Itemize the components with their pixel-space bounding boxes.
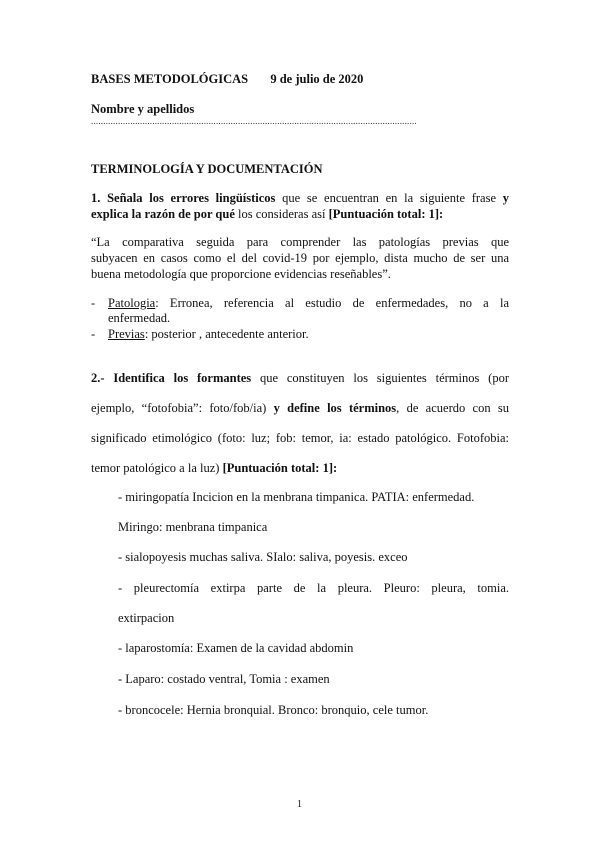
name-label: Nombre y apellidos <box>91 102 195 116</box>
q1-line-2 <box>91 207 443 222</box>
list-item: - pleurectomía extirpa parte de la pleura. Pleuro: pleura, tomia. <box>118 581 509 595</box>
answer-1-term: Patologia <box>108 296 156 310</box>
q1-text-2: los consideras así <box>234 207 329 221</box>
page-number: 1 <box>297 799 302 810</box>
answer-1 <box>108 296 509 311</box>
q2-line-1 <box>91 371 509 386</box>
list-item: - Laparo: costado ventral, Tomia : examen <box>118 672 330 686</box>
q2-bold: 2.- Identifica los formantes <box>91 371 252 385</box>
answer-1-text: : Erronea, referencia al estudio de enfermedades, no a la <box>155 296 509 310</box>
quote-line-1: “La comparativa seguida para comprender las patologías previas que <box>91 235 509 249</box>
list-item: Miringo: menbrana timpanica <box>118 520 268 534</box>
answer-2-term: Previas <box>108 327 145 341</box>
q1-bold: 1. Señala los errores lingüísticos <box>91 191 276 205</box>
quote-line-3: buena metodología que proporcione evidencias reseñables”. <box>91 267 391 281</box>
q2-line-3: significado etimológico (foto: luz; fob: temor, ia: estado patológico. Fotofobia: <box>91 431 509 445</box>
q1-line-1 <box>91 191 509 206</box>
quote-line-2: subyacen en casos como el del covid-19 por ejemplo, dista mucho de ser una <box>91 251 509 265</box>
list-item: - broncocele: Hernia bronquial. Bronco: bronquio, cele tumor. <box>118 703 429 717</box>
list-bullet: - <box>91 296 96 310</box>
q1-text: que se encuentran en la siguiente frase <box>275 191 503 205</box>
section-title: TERMINOLOGÍA Y DOCUMENTACIÓN <box>91 162 323 176</box>
document-title: BASES METODOLÓGICAS <box>91 72 249 86</box>
list-item: extirpacion <box>118 611 175 625</box>
answer-2-text: : posterior , antecedente anterior. <box>144 327 309 341</box>
list-item: - miringopatía Incicion en la menbrana timpanica. PATIA: enfermedad. <box>118 490 475 504</box>
q1-bold-2: explica la razón de por qué <box>91 207 235 221</box>
q2-line-2 <box>91 401 509 416</box>
q2-points: [Puntuación total: 1]: <box>222 461 338 475</box>
q2-bold-2: y define los términos <box>273 401 397 415</box>
list-bullet: - <box>91 327 96 341</box>
q2-text-4: temor patológico a la luz) <box>91 461 223 475</box>
q2-line-4 <box>91 461 337 476</box>
document-date: 9 de julio de 2020 <box>270 72 364 86</box>
name-dotted-line: ..................................................................................................................................... <box>91 116 417 126</box>
list-item: - laparostomía: Examen de la cavidad abdomin <box>118 641 354 655</box>
q1-bold-y: y <box>502 191 509 205</box>
q2-text-3: , de acuerdo con su <box>396 401 509 415</box>
list-item: - sialopoyesis muchas saliva. SIalo: saliva, poyesis. exceo <box>118 550 408 564</box>
q1-points: [Puntuación total: 1]: <box>328 207 444 221</box>
answer-1-cont: enfermedad. <box>108 311 171 325</box>
q2-text: que constituyen los siguientes términos (por <box>251 371 509 385</box>
q2-text-2: ejemplo, “fotofobia”: foto/fob/ia) <box>91 401 274 415</box>
answer-2 <box>108 327 309 342</box>
header-title <box>91 72 363 87</box>
